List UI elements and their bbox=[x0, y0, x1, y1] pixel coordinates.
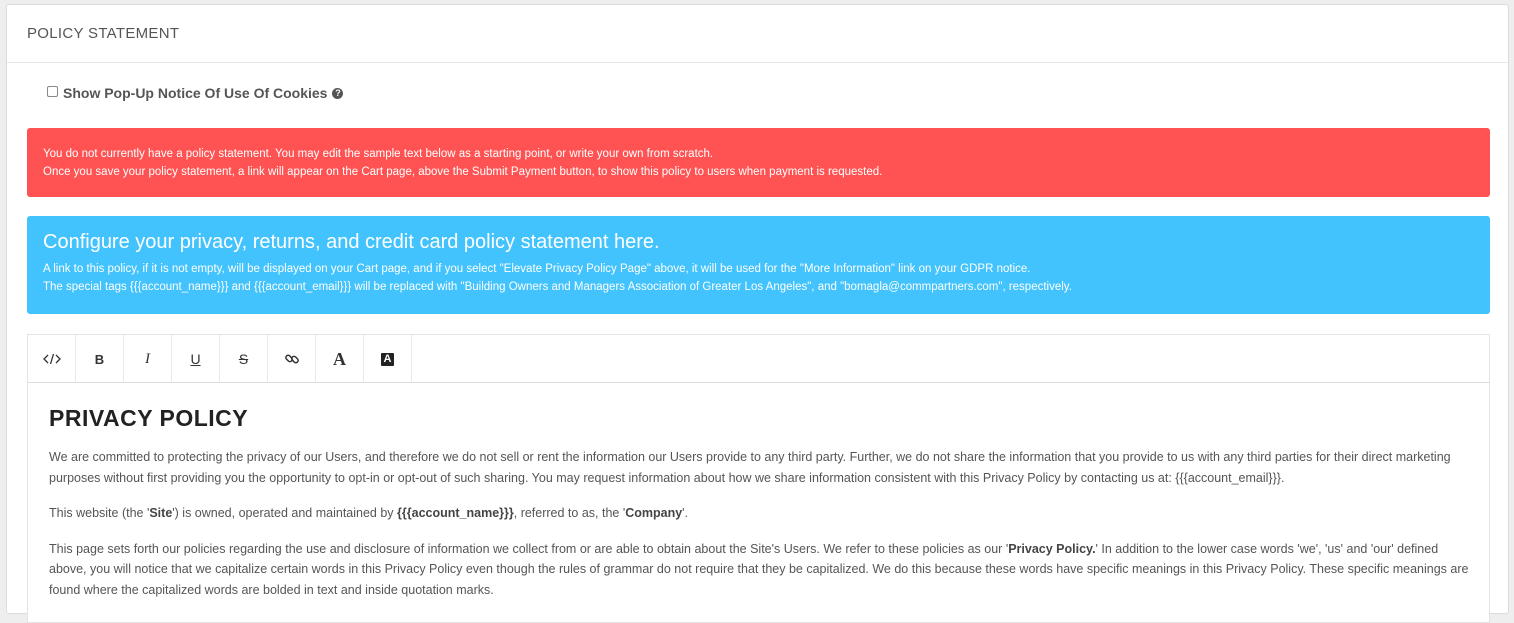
info-line-2: The special tags {{{account_name}}} and {{{account_email}}} will be replaced with "Building Owners and Managers Association of Greater Los Angeles", and "bomagla@commpartners.com", respectively. bbox=[43, 281, 1072, 293]
bold-button[interactable] bbox=[76, 335, 124, 383]
policy-paragraph-1: We are committed to protecting the privacy of our Users, and therefore we do not sell or rent the information our Users provide to any third party. Further, we do not share the information that you provide to us with any third parties for their direct marketing purposes without first providing you the opportunity to opt-in or opt-out of such sharing. You may request information about how we share information consistent with this Privacy Policy by contacting us at: {{{account_email}}}. bbox=[49, 450, 1451, 485]
code-icon bbox=[43, 353, 61, 365]
strikethrough-icon: S bbox=[238, 351, 249, 367]
font-color-button[interactable] bbox=[316, 335, 364, 383]
background-color-icon: A bbox=[381, 353, 394, 366]
policy-paragraph-2: This website (the 'Site') is owned, operated and maintained by {{{account_name}}}, referred to as, the 'Company'. bbox=[49, 506, 689, 520]
site-term: Site bbox=[149, 506, 173, 520]
info-title: Configure your privacy, returns, and credit card policy statement here. bbox=[43, 231, 660, 253]
cookie-notice-checkbox[interactable] bbox=[47, 86, 58, 97]
cookie-notice-option[interactable] bbox=[47, 85, 343, 101]
background-color-button[interactable] bbox=[364, 335, 412, 383]
policy-statement-panel bbox=[6, 4, 1509, 614]
font-color-icon: A bbox=[333, 348, 346, 369]
editor-toolbar bbox=[27, 334, 1490, 383]
configure-info-alert bbox=[27, 216, 1490, 314]
policy-editor[interactable] bbox=[27, 383, 1490, 623]
italic-button[interactable] bbox=[124, 335, 172, 383]
panel-title: POLICY STATEMENT bbox=[7, 5, 1508, 63]
code-view-button[interactable] bbox=[28, 335, 76, 383]
question-circle-icon[interactable]: ? bbox=[332, 88, 343, 99]
alert-line-2: Once you save your policy statement, a link will appear on the Cart page, above the Submit Payment button, to show this policy to users when payment is requested. bbox=[43, 166, 883, 178]
alert-line-1: You do not currently have a policy statement. You may edit the sample text below as a starting point, or write your own from scratch. bbox=[43, 148, 714, 160]
info-line-1: A link to this policy, if it is not empty, will be displayed on your Cart page, and if you select "Elevate Privacy Policy Page" above, it will be used for the "More Information" link on your GDPR notice. bbox=[43, 263, 1031, 275]
strikethrough-button[interactable] bbox=[220, 335, 268, 383]
underline-button[interactable] bbox=[172, 335, 220, 383]
underline-icon: U bbox=[190, 351, 201, 367]
cookie-notice-label: Show Pop-Up Notice Of Use Of Cookies bbox=[63, 85, 328, 101]
no-policy-alert bbox=[27, 128, 1490, 197]
company-term: Company bbox=[625, 506, 683, 520]
link-button[interactable] bbox=[268, 335, 316, 383]
account-name-tag: {{{account_name}}} bbox=[397, 506, 514, 520]
italic-icon: I bbox=[145, 350, 150, 367]
privacy-policy-term: Privacy Policy. bbox=[1008, 541, 1096, 556]
link-icon bbox=[284, 351, 300, 367]
bold-icon: B bbox=[94, 351, 105, 367]
policy-paragraph-3: This page sets forth our policies regarding the use and disclosure of information we collect from or are able to obtain about the Site's Users. We refer to these policies as our 'Privacy Policy.' In addition to the lower case words 'we', 'us' and 'our' defined above, you will notice that we capitalize certain words in this Privacy Policy even though the rules of grammar do not require that they be capitalized. We do this because these words have specific meanings in this Privacy Policy. These specific meanings are found where the capitalized words are bolded in text and inside quotation marks. bbox=[49, 541, 1469, 597]
policy-heading: PRIVACY POLICY bbox=[49, 405, 249, 431]
